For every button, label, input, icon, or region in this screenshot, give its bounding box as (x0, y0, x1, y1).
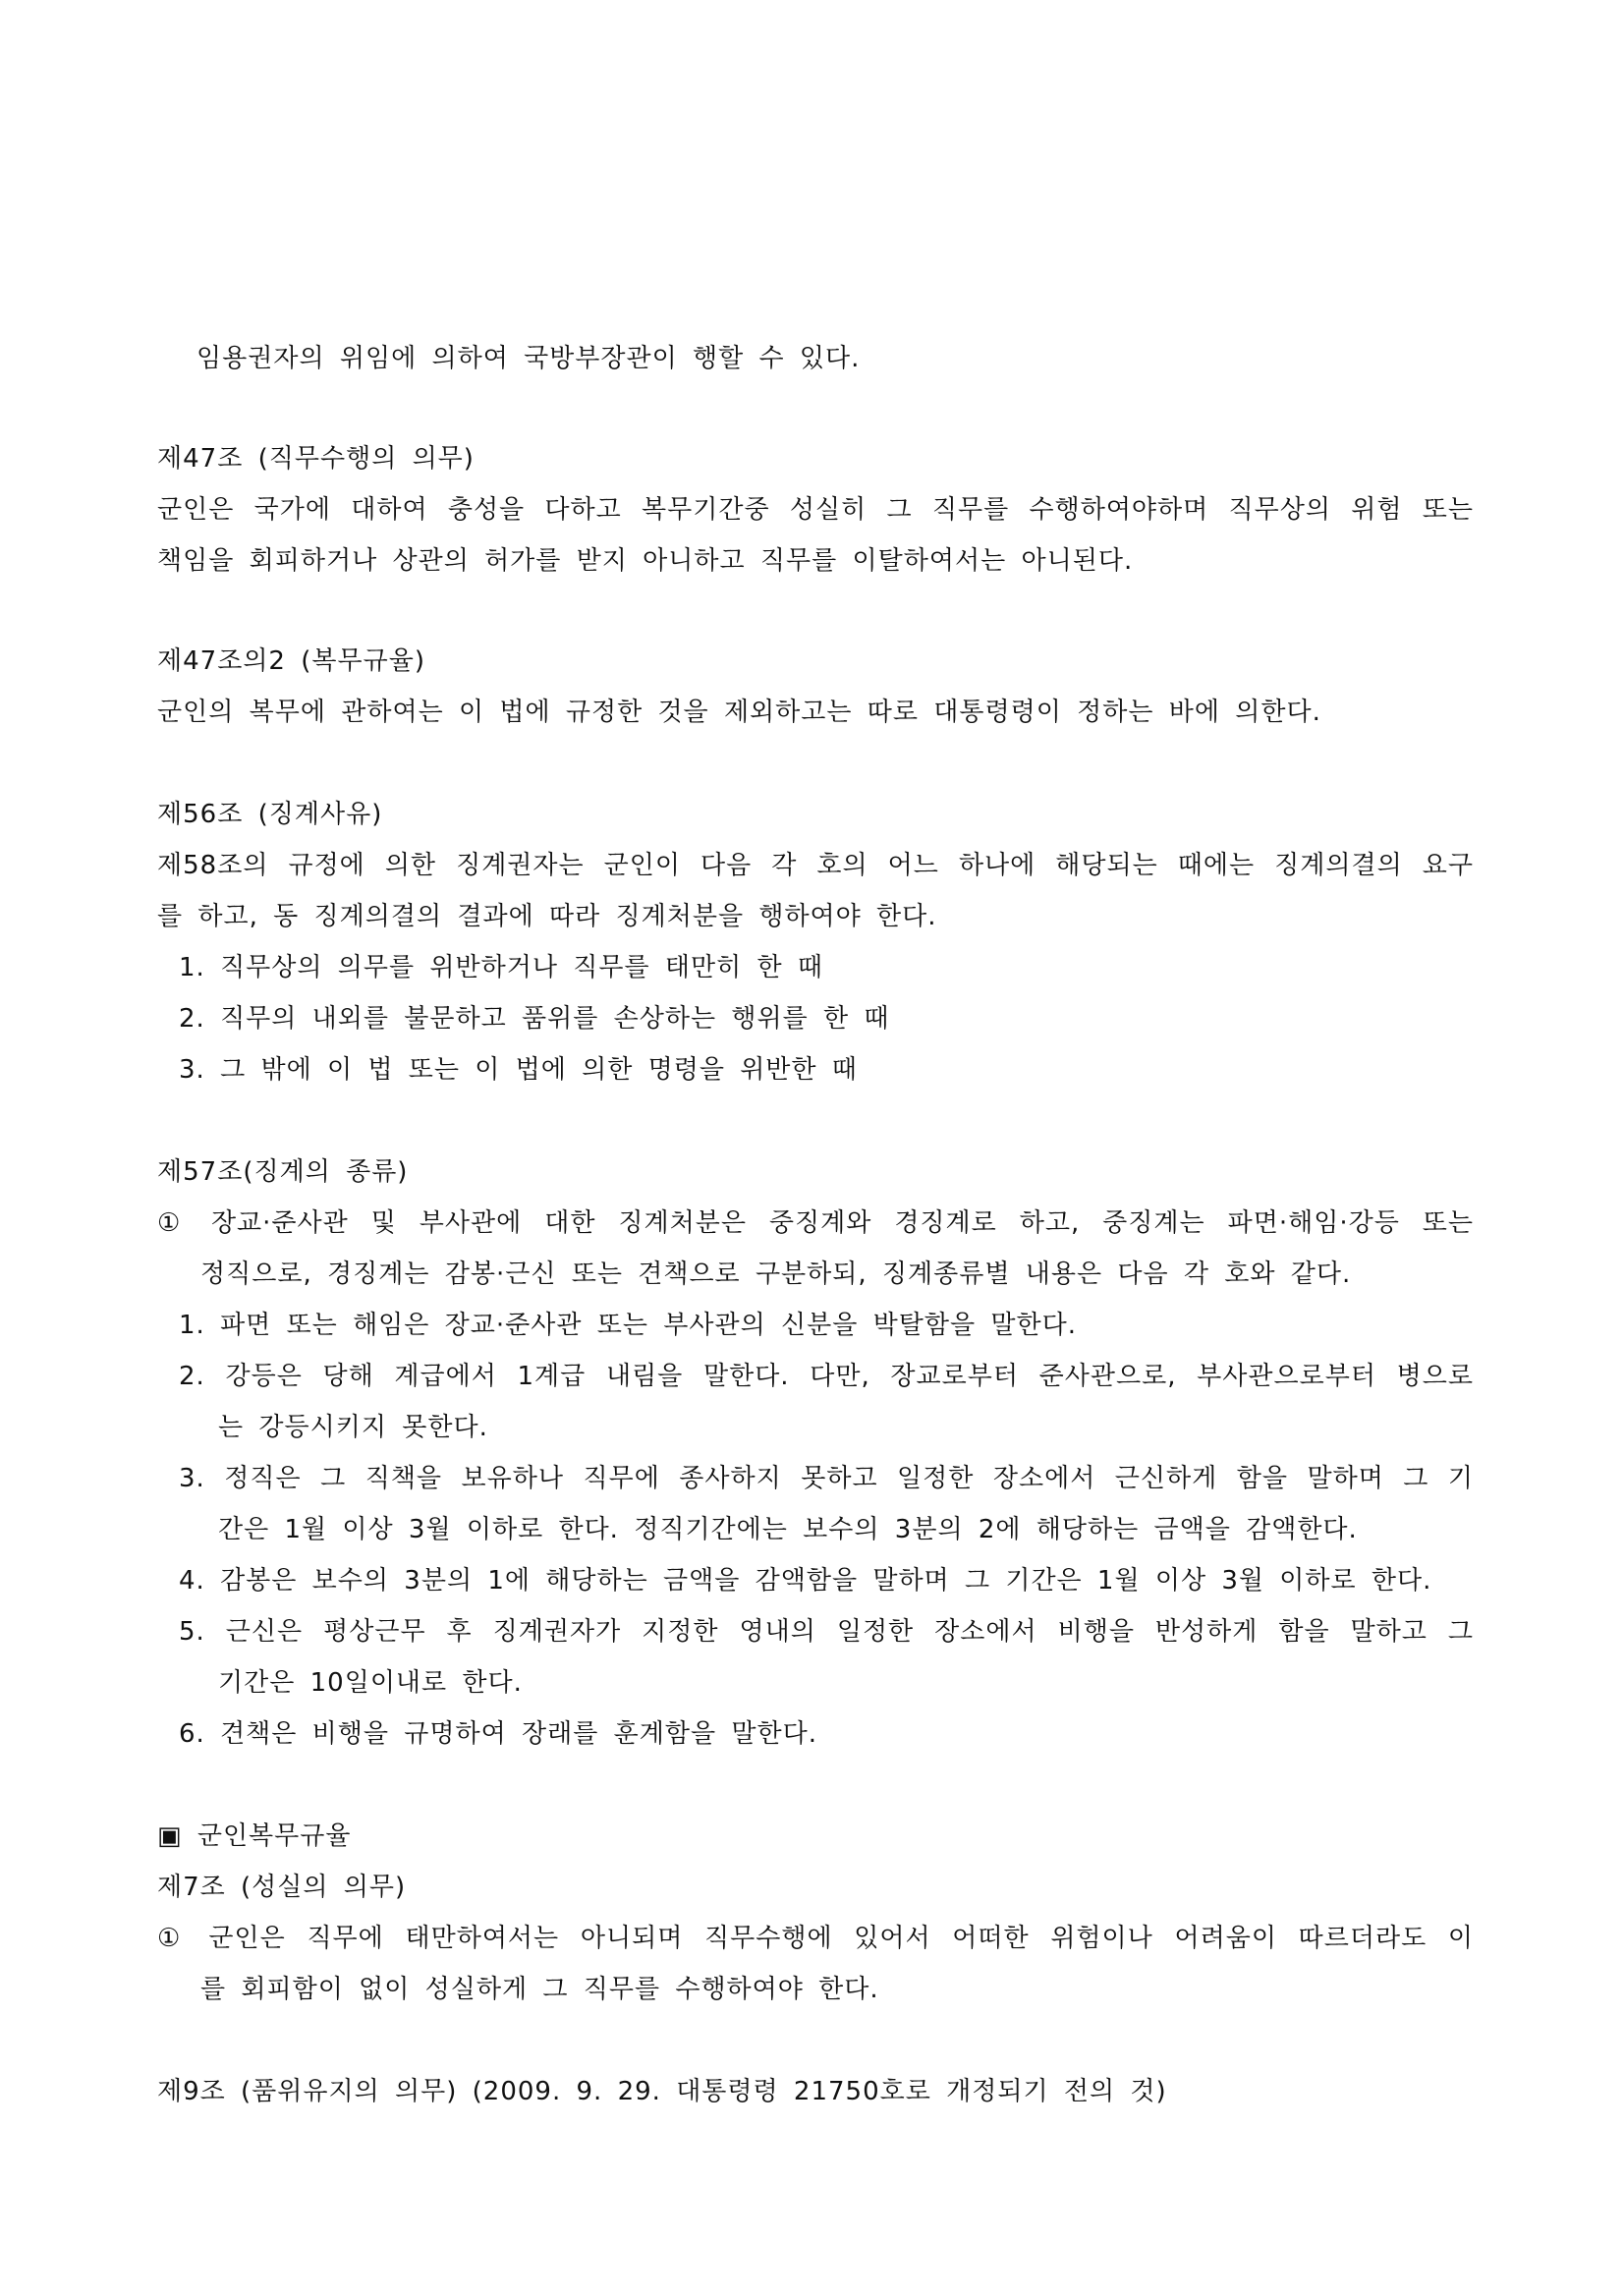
list-item: 2. 강등은 당해 계급에서 1계급 내림을 말한다. 다만, 장교로부터 준사관으로, 부사관으로부터 병으로 (179, 1362, 1474, 1391)
article-heading: 제7조 (성실의 의무) (157, 1873, 407, 1902)
text-line: 간은 1월 이상 3월 이하로 한다. 정직기간에는 보수의 3분의 2에 해당하는 금액을 감액한다. (218, 1515, 1358, 1544)
list-item: 1. 직무상의 의무를 위반하거나 직무를 태만히 한 때 (179, 953, 823, 982)
list-item: 5. 근신은 평상근무 후 징계권자가 지정한 영내의 일정한 장소에서 비행을 반성하게 함을 말하고 그 (179, 1617, 1474, 1647)
list-item: 1. 파면 또는 해임은 장교·준사관 또는 부사관의 신분을 박탈함을 말한다. (179, 1311, 1077, 1340)
list-item: 3. 정직은 그 직책을 보유하나 직무에 종사하지 못하고 일정한 장소에서 근신하게 함을 말하며 그 기 (179, 1464, 1474, 1493)
article-heading: 제47조 (직무수행의 의무) (157, 444, 475, 474)
article-heading: 제56조 (징계사유) (157, 800, 383, 829)
text-line: 군인의 복무에 관하여는 이 법에 규정한 것을 제외하고는 따로 대통령령이 정하는 바에 의한다. (157, 698, 1321, 727)
text-line: 를 회피함이 없이 성실하게 그 직무를 수행하여야 한다. (200, 1975, 879, 2004)
article-heading: 제47조의2 (복무규율) (157, 646, 425, 676)
text-line: 책임을 회피하거나 상관의 허가를 받지 아니하고 직무를 이탈하여서는 아니된다. (157, 546, 1134, 576)
text-line: 를 하고, 동 징계의결의 결과에 따라 징계처분을 행하여야 한다. (157, 902, 937, 931)
text-line: 임용권자의 위임에 의하여 국방부장관이 행할 수 있다. (196, 344, 861, 373)
article-heading: 제57조(징계의 종류) (157, 1157, 409, 1187)
list-item: 4. 감봉은 보수의 3분의 1에 해당하는 금액을 감액함을 말하며 그 기간은 1월 이상 3월 이하로 한다. (179, 1566, 1432, 1596)
paragraph-item: ① 장교·준사관 및 부사관에 대한 징계처분은 중징계와 경징계로 하고, 중징계는 파면·해임·강등 또는 (157, 1208, 1474, 1238)
list-item: 2. 직무의 내외를 불문하고 품위를 손상하는 행위를 한 때 (179, 1004, 890, 1034)
paragraph-item: ① 군인은 직무에 태만하여서는 아니되며 직무수행에 있어서 어떠한 위험이나 어려움이 따르더라도 이 (157, 1924, 1474, 1953)
list-item: 6. 견책은 비행을 규명하여 장래를 훈계함을 말한다. (179, 1719, 817, 1749)
text-line: 는 강등시키지 못한다. (218, 1413, 488, 1442)
text-line: 군인은 국가에 대하여 충성을 다하고 복무기간중 성실히 그 직무를 수행하여야하며 직무상의 위험 또는 (157, 495, 1474, 525)
article-heading: 제9조 (품위유지의 의무) (2009. 9. 29. 대통령령 21750호로 개정되기 전의 것) (157, 2077, 1167, 2106)
text-line: 정직으로, 경징계는 감봉·근신 또는 견책으로 구분하되, 징계종류별 내용은 다음 각 호와 같다. (200, 1260, 1352, 1289)
text-line: 기간은 10일이내로 한다. (218, 1668, 523, 1698)
list-item: 3. 그 밖에 이 법 또는 이 법에 의한 명령을 위반한 때 (179, 1055, 858, 1085)
text-line: 제58조의 규정에 의한 징계권자는 군인이 다음 각 호의 어느 하나에 해당되는 때에는 징계의결의 요구 (157, 851, 1474, 880)
section-heading: ▣ 군인복무규율 (157, 1821, 352, 1851)
